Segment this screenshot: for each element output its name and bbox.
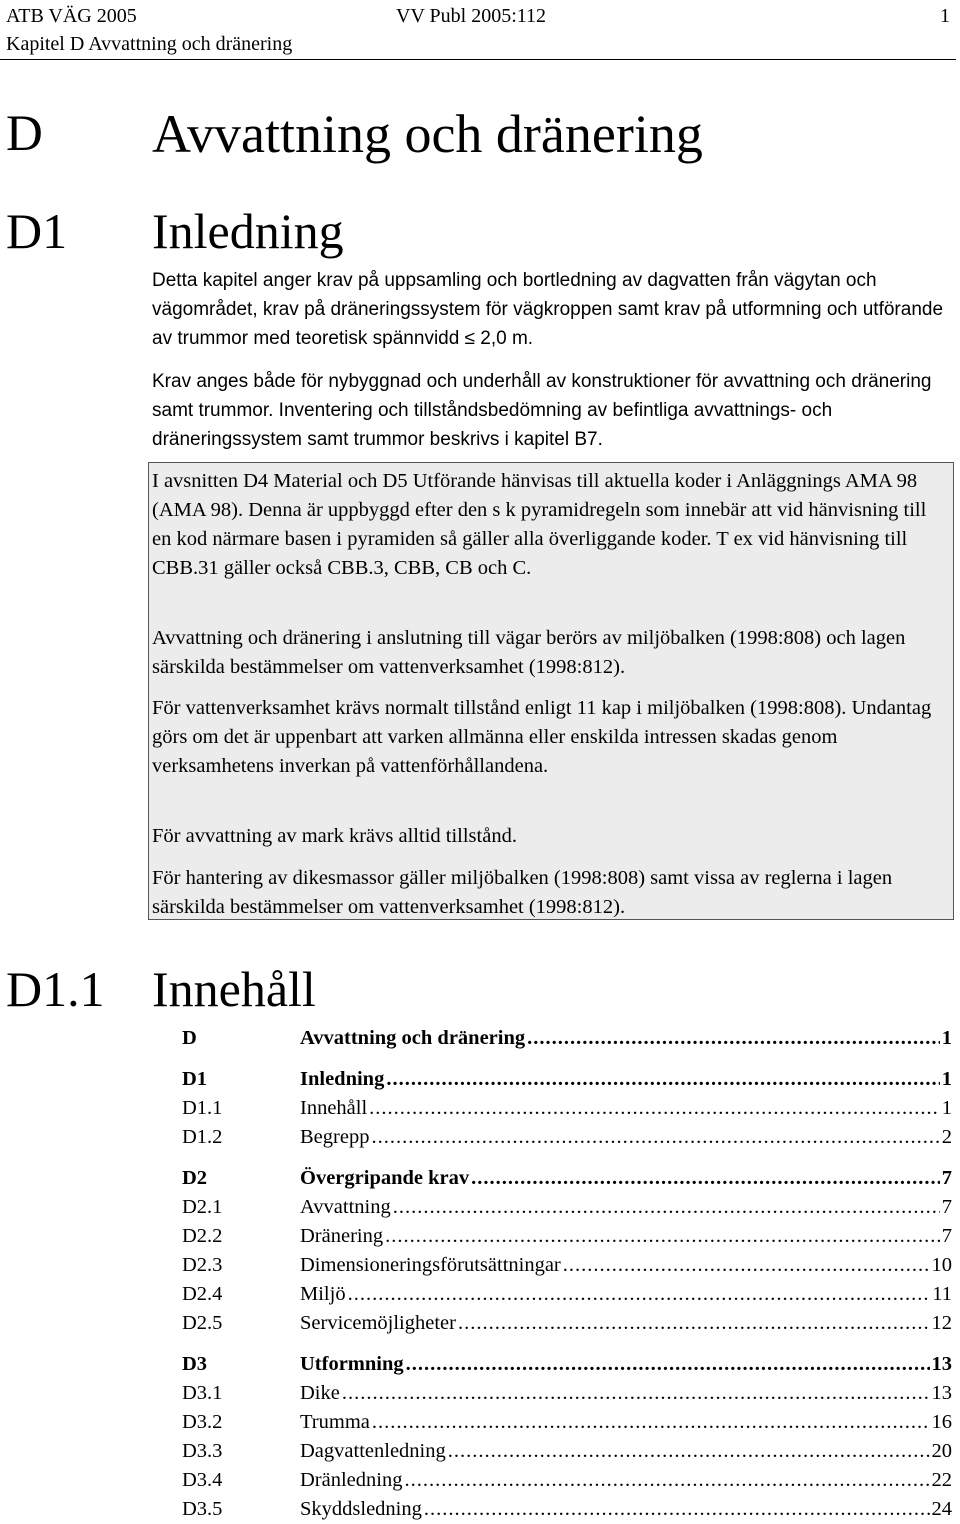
toc-dot-leader	[371, 1123, 939, 1152]
toc-entry-page: 1	[941, 1027, 952, 1049]
toc-entry-number: D3	[182, 1353, 208, 1375]
toc-entry[interactable]	[182, 1251, 952, 1280]
toc-entry[interactable]	[182, 1024, 952, 1053]
toc-dot-leader	[348, 1280, 931, 1309]
toc-entry[interactable]	[182, 1350, 952, 1379]
toc-entry-title: Avvattning	[300, 1196, 391, 1218]
toc-entry[interactable]	[182, 1094, 952, 1123]
toc-entry-title: Avvattning och dränering	[300, 1027, 526, 1049]
header-left-top: ATB VÄG 2005	[6, 5, 137, 27]
toc-entry-title: Servicemöjligheter	[300, 1312, 456, 1334]
toc-entry-number: D3.3	[182, 1440, 223, 1462]
toc-entry-number: D2.5	[182, 1312, 223, 1334]
toc-entry-page: 22	[931, 1469, 952, 1491]
toc-entry-title: Begrepp	[300, 1126, 370, 1148]
toc-entry-title: Dränering	[300, 1225, 384, 1247]
toc-entry-title: Dimensioneringsförutsättningar	[300, 1254, 561, 1276]
toc-entry-title: Dagvattenledning	[300, 1440, 446, 1462]
toc-entry-page: 7	[941, 1225, 952, 1247]
toc-entry-number: D3.2	[182, 1411, 223, 1433]
toc-dot-leader	[563, 1251, 930, 1280]
header-center: VV Publ 2005:112	[396, 5, 547, 27]
toc-entry-number: D3.1	[182, 1382, 223, 1404]
intro-paragraph-2: Krav anges både för nybyggnad och underhåll av konstruktioner för avvattning och dränering samt trummor. Inventering och tillståndsbedömning av befintliga avvattnings- och dräneringssystem samt trummor beskrivs i kapitel B7.	[152, 371, 932, 450]
toc-entry-number: D1.2	[182, 1126, 223, 1148]
toc-entry-page: 1	[941, 1068, 952, 1090]
toc-entry-number: D	[182, 1027, 197, 1049]
toc-entry-title: Övergripande krav	[300, 1167, 470, 1189]
toc-entry-page: 1	[941, 1097, 952, 1119]
toc-dot-leader	[386, 1065, 939, 1094]
toc-entry[interactable]	[182, 1408, 952, 1437]
toc-entry-page: 13	[931, 1353, 952, 1375]
toc-entry-number: D1	[182, 1068, 208, 1090]
toc-entry-number: D2.3	[182, 1254, 223, 1276]
toc-entry-title: Dike	[300, 1382, 340, 1404]
toc-entry[interactable]	[182, 1495, 952, 1524]
toc-entry-title: Innehåll	[300, 1097, 368, 1119]
toc-entry-number: D3.5	[182, 1498, 223, 1520]
toc-entry-title: Dränledning	[300, 1469, 403, 1491]
toc-entry-number: D2.4	[182, 1283, 223, 1305]
toc-entry-page: 24	[931, 1498, 952, 1520]
box-paragraph-miljobalken: Avvattning och dränering i anslutning till vägar berörs av miljöbalken (1998:808) och lagen särskilda bestämmelser om vattenverksamhet (1998:812).	[152, 627, 906, 678]
section-title-innehall: Innehåll	[152, 961, 316, 1017]
toc-dot-leader	[393, 1193, 940, 1222]
header-rule	[0, 59, 956, 60]
toc-dot-leader	[372, 1408, 930, 1437]
header-left-bottom: Kapitel D Avvattning och dränering	[6, 33, 293, 55]
toc-entry[interactable]	[182, 1123, 952, 1152]
section-number-d1: D1	[6, 203, 68, 259]
toc-entry[interactable]	[182, 1309, 952, 1338]
toc-dot-leader	[458, 1309, 930, 1338]
toc-entry-title: Trumma	[300, 1411, 370, 1433]
table-of-contents	[182, 1024, 952, 1524]
toc-entry[interactable]	[182, 1164, 952, 1193]
intro-paragraph-1: Detta kapitel anger krav på uppsamling och bortledning av dagvatten från vägytan och vägområdet, krav på dräneringssystem för vägkroppen samt krav på utformning och utförande av trummor med teoretisk spännvidd ≤ 2,0 m.	[152, 270, 944, 349]
toc-entry-title: Utformning	[300, 1353, 404, 1375]
toc-dot-leader	[385, 1222, 940, 1251]
toc-dot-leader	[448, 1437, 930, 1466]
toc-dot-leader	[369, 1094, 940, 1123]
toc-entry-number: D1.1	[182, 1097, 223, 1119]
toc-dot-leader	[342, 1379, 930, 1408]
toc-entry-page: 7	[941, 1196, 952, 1218]
toc-dot-leader	[406, 1350, 930, 1379]
toc-entry-page: 13	[931, 1382, 952, 1404]
toc-entry-number: D2.1	[182, 1196, 223, 1218]
toc-entry[interactable]	[182, 1379, 952, 1408]
toc-dot-leader	[404, 1466, 929, 1495]
toc-entry-page: 7	[941, 1167, 952, 1189]
toc-entry-title: Miljö	[300, 1283, 346, 1305]
toc-entry[interactable]	[182, 1193, 952, 1222]
toc-entry-page: 20	[931, 1440, 952, 1462]
toc-entry-number: D3.4	[182, 1469, 223, 1491]
toc-entry-number: D2.2	[182, 1225, 223, 1247]
toc-entry[interactable]	[182, 1466, 952, 1495]
toc-entry[interactable]	[182, 1222, 952, 1251]
toc-dot-leader	[424, 1495, 930, 1524]
header-page-number: 1	[940, 5, 950, 27]
toc-entry-title: Inledning	[300, 1068, 385, 1090]
chapter-title: Avvattning och dränering	[152, 104, 703, 164]
toc-entry-page: 12	[931, 1312, 952, 1334]
toc-entry[interactable]	[182, 1065, 952, 1094]
section-number-d1-1: D1.1	[6, 961, 105, 1017]
toc-entry-page: 2	[941, 1126, 952, 1148]
section-title-inledning: Inledning	[152, 203, 344, 259]
toc-entry[interactable]	[182, 1280, 952, 1309]
toc-entry-number: D2	[182, 1167, 208, 1189]
box-paragraph-ama: I avsnitten D4 Material och D5 Utförande hänvisas till aktuella koder i Anläggnings AMA 98 (AMA 98). Denna är uppbyggd efter den s k pyramidregeln som innebär att vid hänvisning till en kod närmare basen i pyramiden så gäller alla överliggande koder. T ex vid hänvisning till CBB.31 gäller också CBB.3, CBB, CB och C.	[152, 470, 927, 579]
toc-entry[interactable]	[182, 1437, 952, 1466]
toc-entry-title: Skyddsledning	[300, 1498, 422, 1520]
toc-entry-page: 16	[931, 1411, 952, 1433]
toc-entry-page: 10	[931, 1254, 952, 1276]
box-paragraph-avvattning-mark: För avvattning av mark krävs alltid tillstånd.	[152, 825, 517, 847]
box-paragraph-dikesmassor: För hantering av dikesmassor gäller miljöbalken (1998:808) samt vissa av reglerna i lagen särskilda bestämmelser om vattenverksamhet (1998:812).	[152, 867, 893, 918]
toc-dot-leader	[527, 1024, 940, 1053]
box-paragraph-vattenverksamhet: För vattenverksamhet krävs normalt tillstånd enligt 11 kap i miljöbalken (1998:808). Undantag görs om det är uppenbart att varken allmänna eller enskilda intressen skadas genom verksamhetens inverkan på vattenförhållandena.	[152, 697, 932, 777]
toc-entry-page: 11	[932, 1283, 952, 1305]
toc-dot-leader	[471, 1164, 940, 1193]
chapter-number: D	[6, 106, 43, 162]
shaded-info-box	[148, 462, 954, 920]
